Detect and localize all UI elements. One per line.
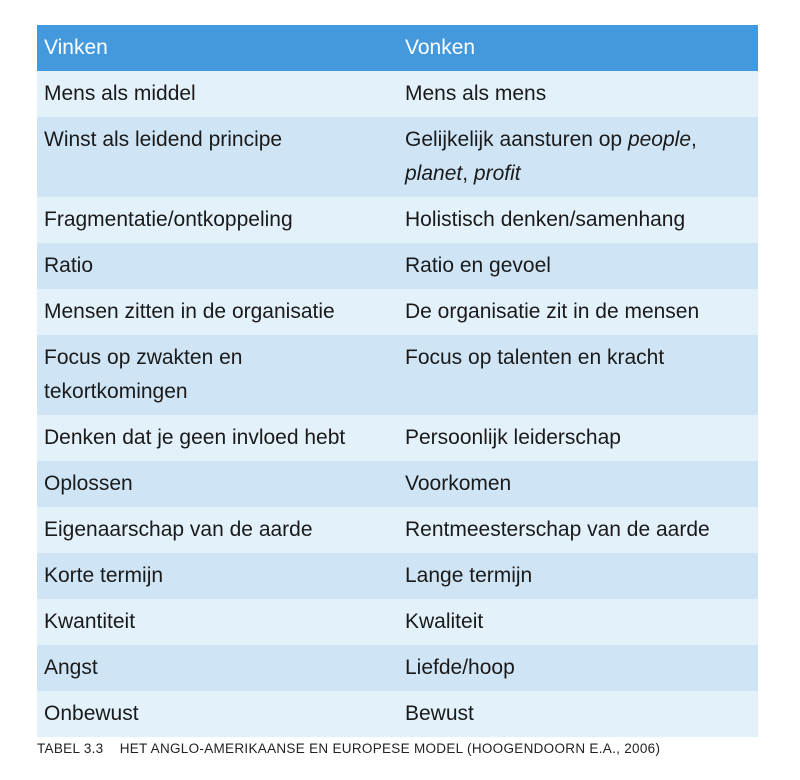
vonken-cell: Bewust: [398, 691, 758, 737]
table-header-row: [37, 25, 758, 71]
table-caption: [37, 741, 660, 756]
vonken-italic-planet: planet: [405, 162, 463, 185]
vonken-italic-profit: profit: [473, 162, 521, 185]
vinken-cell: Fragmentatie/ontkoppeling: [37, 197, 398, 243]
column-header-vonken: Vonken: [398, 25, 758, 71]
table-row: [37, 461, 758, 507]
table-row: [37, 71, 758, 117]
table-row: [37, 553, 758, 599]
vinken-cell: Angst: [37, 645, 398, 691]
table-row: [37, 599, 758, 645]
table-row: [37, 289, 758, 335]
column-header-vinken: Vinken: [37, 25, 398, 71]
table-row: [37, 243, 758, 289]
vinken-cell: Denken dat je geen invloed hebt: [37, 415, 398, 461]
table-row: [37, 507, 758, 553]
vonken-separator: ,: [691, 128, 697, 151]
vonken-cell: Rentmeesterschap van de aarde: [398, 507, 758, 553]
vonken-separator: ,: [462, 162, 474, 185]
vinken-cell: Mens als middel: [37, 71, 398, 117]
vonken-cell: Persoonlijk leiderschap: [398, 415, 758, 461]
table-row: [37, 197, 758, 243]
vinken-cell: Focus op zwakten en tekortkomingen: [37, 335, 398, 415]
table-row: [37, 335, 758, 415]
vonken-cell: Lange termijn: [398, 553, 758, 599]
table-row: [37, 645, 758, 691]
vinken-cell: Mensen zitten in de organisatie: [37, 289, 398, 335]
vinken-cell: Winst als leidend principe: [37, 117, 398, 197]
comparison-table: [37, 25, 758, 737]
vonken-cell: Holistisch denken/samenhang: [398, 197, 758, 243]
vonken-cell: De organisatie zit in de mensen: [398, 289, 758, 335]
vonken-cell: Voorkomen: [398, 461, 758, 507]
vonken-cell: Focus op talenten en kracht: [398, 335, 758, 415]
vinken-cell: Oplossen: [37, 461, 398, 507]
vonken-cell: Liefde/hoop: [398, 645, 758, 691]
vonken-italic-people: people: [627, 128, 692, 151]
vinken-cell: Kwantiteit: [37, 599, 398, 645]
caption-label: TABEL 3.3: [37, 741, 104, 756]
table-row: [37, 691, 758, 737]
vonken-text: Gelijkelijk aansturen op: [405, 128, 628, 151]
vinken-cell: Eigenaarschap van de aarde: [37, 507, 398, 553]
vonken-cell: Kwaliteit: [398, 599, 758, 645]
vinken-vonken-table: [37, 25, 758, 737]
table-row: [37, 415, 758, 461]
vonken-cell: Mens als mens: [398, 71, 758, 117]
vonken-cell: Ratio en gevoel: [398, 243, 758, 289]
vinken-cell: Ratio: [37, 243, 398, 289]
table-row: [37, 117, 758, 197]
caption-text: HET ANGLO-AMERIKAANSE EN EUROPESE MODEL (HOOGENDOORN E.A., 2006): [119, 741, 661, 756]
vonken-cell: [398, 117, 758, 197]
vinken-cell: Onbewust: [37, 691, 398, 737]
vinken-cell: Korte termijn: [37, 553, 398, 599]
